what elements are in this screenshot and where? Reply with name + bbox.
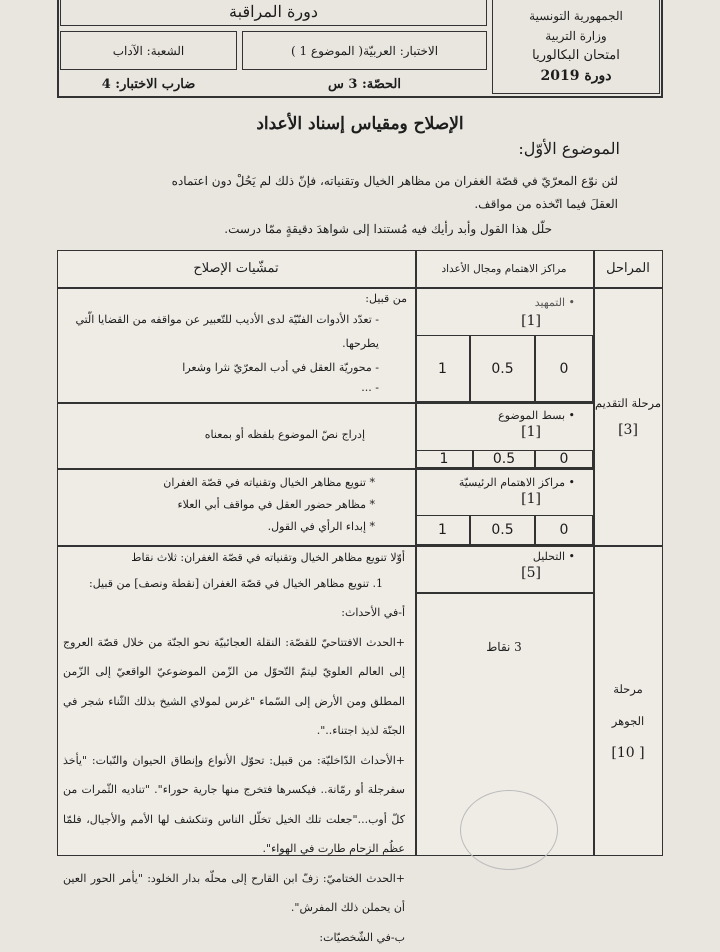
score-1[interactable]: 1	[415, 335, 470, 402]
score-0.5[interactable]: 0.5	[473, 450, 535, 468]
approach-analysis	[57, 546, 415, 952]
score-1[interactable]: 1	[415, 515, 470, 545]
criterion-topic	[415, 403, 593, 450]
approach-topic: إدراج نصّ الموضوع بلفظه أو بمعناه	[205, 428, 365, 441]
col-header-criteria: مراكز الاهتمام ومجال الأعداد	[415, 250, 593, 287]
score-0[interactable]: 0	[535, 515, 593, 545]
criterion-points: [1]	[415, 313, 541, 329]
criterion-label: • بسط الموضوع	[415, 409, 575, 422]
text-line: من قبيل:	[65, 290, 407, 308]
text-line: * إبداء الرأي في القول.	[163, 516, 375, 538]
col-header-approach: تمشّيات الإصلاح	[57, 250, 415, 287]
criterion-points: [1]	[415, 424, 541, 440]
text-line: - محوريّة العقل في أدب المعرّيّ نثرا وشعرا	[65, 356, 407, 380]
criterion-analysis	[415, 546, 593, 592]
stage-core-points: [ 10]	[611, 737, 644, 769]
text-line: * مظاهر حضور العقل في مواقف أبي العلاء	[163, 494, 375, 516]
ministry: وزارة التربية	[545, 26, 606, 46]
session: دورة المراقبة	[229, 2, 318, 21]
text-line: - ...	[65, 380, 407, 396]
criterion-label: • التمهيد	[415, 296, 575, 309]
session-year: دورة 2019	[541, 66, 612, 86]
text-line: - تعدّد الأدوات الفنّيّة لدى الأديب للتّعبير عن مواقفه من القضايا الّتي يطرحها.	[65, 308, 407, 356]
header-ministry-cell	[492, 0, 660, 94]
branch: الشعبة: الآداب	[113, 44, 185, 58]
topic-heading: الموضوع الأوّل:	[518, 139, 620, 158]
instruction: حلّل هذا القول وأبد رأيك فيه مُستندا إلى شواهدَ دقيقةٍ ممّا درست.	[224, 222, 552, 236]
score-0.5[interactable]: 0.5	[470, 335, 535, 402]
stage-intro	[593, 288, 663, 545]
session-cell	[60, 0, 487, 26]
text-line: * تنويع مظاهر الخيال وتقنياته في قصّة الغفران	[163, 472, 375, 494]
stage-core	[593, 546, 663, 856]
criterion-points: [1]	[415, 491, 541, 507]
criterion-label: • التحليل	[415, 550, 575, 563]
republic: الجمهورية التونسية	[529, 6, 623, 26]
exam-name: امتحان البكالوريا	[532, 46, 620, 66]
prompt-line: العقلَ فيما اتّخذه من مواقف.	[18, 193, 618, 216]
text-line: أ-في الأحداث:	[63, 598, 405, 628]
approach-main-points	[163, 472, 375, 538]
text-line: +الأحداث الدّاخليّة: من قبيل: تحوّل الأنواع وإنطاق الحيوان والنّبات: "يأخذ سفرجلة أو رمّانة.. فيكسرها فتخرج منها جارية حوراء". "تناديه الثّمرات من كلّ أوب..."جعلت تلك الخيل تخلّل الناس وتنكشف لها الأمم والأجيال، فلمّا عظُم الزحام طارت في الهواء".	[63, 746, 405, 864]
stamp-seal	[460, 790, 558, 870]
branch-cell	[60, 31, 237, 70]
text-line: +الحدث الختاميّ: زفّ ابن القارح إلى محلّه بدار الخلود: "يأمر الحور العين أن يحملن ذلك المفرش".	[63, 864, 405, 923]
page-title: الإصلاح ومقياس إسناد الأعداد	[0, 114, 720, 134]
coefficient: ضارب الاختبار: 4	[60, 74, 237, 94]
prompt-line: لئن نوّع المعرّيّ في قصّة الغفران من مظاهر الخيال وتقنياته، فإنّ ذلك لم يَحُلْ دون اعتماده	[18, 170, 618, 193]
criterion-intro	[415, 288, 593, 336]
stage-intro-points: [3]	[618, 422, 638, 438]
text-line: أوّلا تنويع مظاهر الخيال وتقنياته في قصّة الغفران: ثلاث نقاط	[63, 546, 405, 570]
approach-intro	[57, 290, 415, 396]
text-line: 1. تنويع مظاهر الخيال في قصّة الغفران [نقطة ونصف] من قبيل:	[63, 570, 405, 598]
stage-core-label: الجوهر	[612, 705, 644, 737]
text-line: ب-في الشّخصيّات:	[63, 923, 405, 952]
score-1[interactable]: 1	[415, 450, 473, 468]
text-line: +الحدث الافتتاحيّ للقصّة: النقلة العجائبيّة نحو الجنّة من خلال قصّة العروج إلى العالم العلويّ ليتمّ التّحوّل من الزّمن الموضوعيّ الواقعيّ إلى الزّمن المطلق ومن الأرض إلى السّماء "غرس لمولاي الشيخ بذلك الثّناء شجر في الجنّة لذيذ اجتناء..".	[63, 628, 405, 746]
criterion-main-points	[415, 470, 593, 515]
subject-cell	[242, 31, 487, 70]
score-0[interactable]: 0	[535, 335, 593, 402]
stage-core-label: مرحلة	[613, 673, 643, 705]
subject: الاختبار: العربيّة( الموضوع 1 )	[291, 44, 438, 58]
prompt	[18, 170, 618, 216]
col-header-stages: المراحل	[593, 250, 663, 287]
stage-intro-label: مرحلة التقديم	[595, 396, 661, 410]
criterion-label: • مراكز الاهتمام الرئيسيّة	[415, 476, 575, 489]
duration: الحصّة: 3 س	[242, 74, 487, 94]
score-0.5[interactable]: 0.5	[470, 515, 535, 545]
score-0[interactable]: 0	[535, 450, 593, 468]
sub-points: 3 نقاط	[415, 640, 593, 654]
criterion-points: [5]	[415, 565, 541, 581]
